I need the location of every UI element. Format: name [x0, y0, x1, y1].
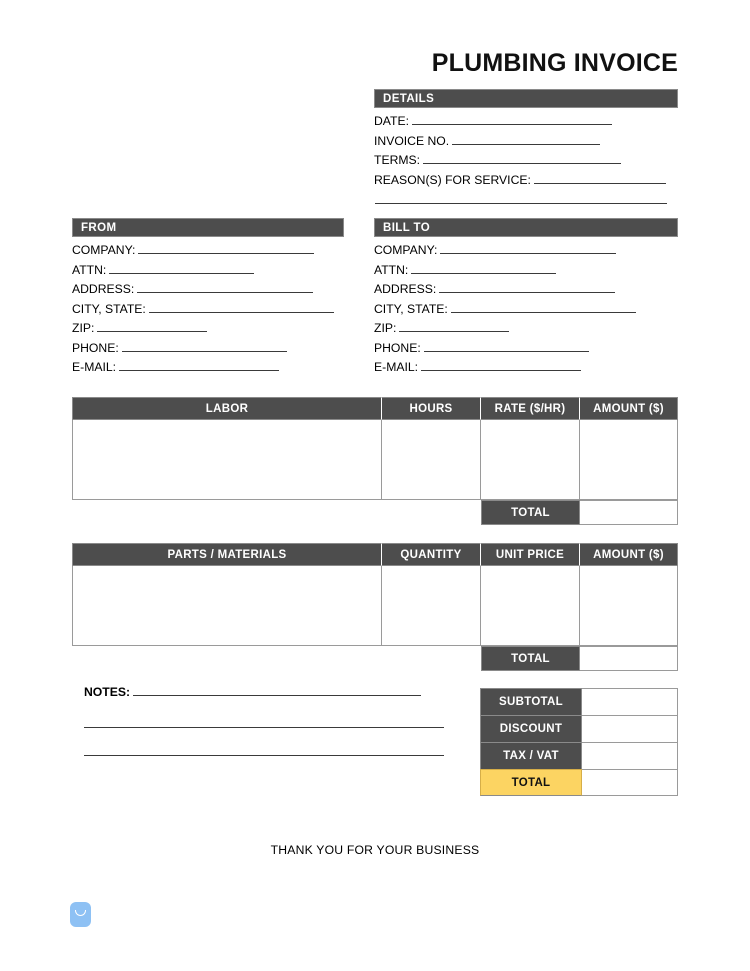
field-reason-for-service[interactable]: [374, 171, 678, 191]
totals-label-total: TOTAL: [480, 769, 582, 796]
from-zip-label: ZIP:: [72, 321, 95, 335]
labor-col-header-hours: HOURS: [382, 397, 481, 420]
field-invoice-no[interactable]: [374, 132, 678, 152]
field-date[interactable]: [374, 112, 678, 132]
labor-table: [72, 397, 678, 525]
parts-table: [72, 543, 678, 671]
from-city-state[interactable]: [72, 300, 344, 320]
from-attn[interactable]: [72, 261, 344, 281]
parts-total-label: TOTAL: [481, 646, 580, 671]
details-section-header: DETAILS: [374, 89, 678, 108]
parts-col-header-quantity: QUANTITY: [382, 543, 481, 566]
field-date-input[interactable]: [412, 113, 612, 125]
from-section: [72, 218, 344, 378]
bill-to-fields: [374, 237, 678, 378]
labor-table-total-row: [72, 500, 678, 525]
labor-total-spacer-hours: [382, 500, 481, 525]
bill-to-attn-label: ATTN:: [374, 262, 409, 277]
bill-to-company[interactable]: [374, 241, 678, 261]
from-address-label: ADDRESS:: [72, 282, 135, 296]
totals-row-tax-vat: [480, 742, 678, 769]
from-attn-input[interactable]: [109, 262, 254, 274]
field-invoice-no-input[interactable]: [452, 133, 600, 145]
parts-total-spacer-qty: [382, 646, 481, 671]
labor-table-row: [72, 420, 678, 500]
parts-table-total-row: [72, 646, 678, 671]
bill-to-address[interactable]: [374, 280, 678, 300]
labor-total-label: TOTAL: [481, 500, 580, 525]
totals-label-discount: DISCOUNT: [480, 715, 582, 742]
bill-to-zip-input[interactable]: [399, 320, 509, 332]
parts-col-header-unit-price: UNIT PRICE: [481, 543, 580, 566]
totals-row-total: [480, 769, 678, 796]
from-city-state-input[interactable]: [149, 301, 334, 313]
labor-cell-rate[interactable]: [481, 420, 580, 500]
bill-to-phone-input[interactable]: [424, 340, 589, 352]
from-city-state-label: CITY, STATE:: [72, 301, 146, 316]
labor-total-spacer-desc: [72, 500, 382, 525]
notes-input-line-3[interactable]: [84, 728, 444, 756]
page-title: PLUMBING INVOICE: [431, 49, 678, 77]
field-invoice-no-label: INVOICE NO.: [374, 133, 450, 148]
bill-to-attn[interactable]: [374, 261, 678, 281]
from-company-label: COMPANY:: [72, 243, 136, 257]
parts-col-header-amount: AMOUNT ($): [580, 543, 678, 566]
from-email-input[interactable]: [119, 359, 279, 371]
labor-col-header-rate: RATE ($/HR): [481, 397, 580, 420]
totals-value-total[interactable]: [582, 769, 678, 796]
details-fields: [374, 108, 678, 204]
from-email-label: E-MAIL:: [72, 360, 117, 374]
from-company-input[interactable]: [138, 242, 314, 254]
totals-value-subtotal[interactable]: [582, 688, 678, 715]
notes-input-line-1[interactable]: [133, 684, 421, 696]
field-terms-label: TERMS:: [374, 153, 421, 167]
bill-to-zip-label: ZIP:: [374, 321, 397, 335]
from-section-header: FROM: [72, 218, 344, 237]
bill-to-phone[interactable]: [374, 339, 678, 359]
field-reason-for-service-label: REASON(S) FOR SERVICE:: [374, 172, 531, 187]
bill-to-attn-input[interactable]: [411, 262, 556, 274]
details-section: [374, 89, 678, 204]
from-phone-label: PHONE:: [72, 340, 119, 355]
labor-cell-description[interactable]: [72, 420, 382, 500]
notes-input-line-2[interactable]: [84, 700, 444, 728]
field-reason-for-service-input-line2[interactable]: [375, 190, 667, 204]
notes-first-line[interactable]: [84, 684, 444, 700]
from-zip[interactable]: [72, 319, 344, 339]
thank-you-message: THANK YOU FOR YOUR BUSINESS: [270, 843, 480, 857]
totals-row-subtotal: [480, 688, 678, 715]
parts-cell-unit-price[interactable]: [481, 566, 580, 646]
bill-to-zip[interactable]: [374, 319, 678, 339]
bill-to-section-header: BILL TO: [374, 218, 678, 237]
notes-section: [84, 684, 444, 756]
bill-to-address-label: ADDRESS:: [374, 282, 437, 296]
field-date-label: DATE:: [374, 114, 409, 128]
labor-total-value[interactable]: [580, 500, 678, 525]
parts-cell-description[interactable]: [72, 566, 382, 646]
parts-cell-quantity[interactable]: [382, 566, 481, 646]
bill-to-email-input[interactable]: [421, 359, 581, 371]
bill-to-company-label: COMPANY:: [374, 243, 438, 257]
parts-cell-amount[interactable]: [580, 566, 678, 646]
totals-row-discount: [480, 715, 678, 742]
from-attn-label: ATTN:: [72, 262, 107, 277]
parts-table-row: [72, 566, 678, 646]
smile-logo-icon: [70, 902, 91, 927]
from-phone[interactable]: [72, 339, 344, 359]
labor-col-header-amount: AMOUNT ($): [580, 397, 678, 420]
from-phone-input[interactable]: [122, 340, 287, 352]
bill-to-city-state[interactable]: [374, 300, 678, 320]
bill-to-address-input[interactable]: [439, 281, 615, 293]
from-address-input[interactable]: [137, 281, 313, 293]
bill-to-company-input[interactable]: [440, 242, 616, 254]
totals-label-subtotal: SUBTOTAL: [480, 688, 582, 715]
parts-total-value[interactable]: [580, 646, 678, 671]
field-reason-for-service-input[interactable]: [534, 172, 666, 184]
bill-to-phone-label: PHONE:: [374, 340, 421, 355]
bill-to-email[interactable]: [374, 358, 678, 378]
field-terms-input[interactable]: [423, 152, 621, 164]
parts-total-spacer-desc: [72, 646, 382, 671]
bill-to-section: [374, 218, 678, 378]
totals-value-tax-vat[interactable]: [582, 742, 678, 769]
totals-value-discount[interactable]: [582, 715, 678, 742]
totals-label-tax-vat: TAX / VAT: [480, 742, 582, 769]
bill-to-city-state-label: CITY, STATE:: [374, 301, 448, 316]
labor-table-header-row: [72, 397, 678, 420]
labor-col-header-labor: LABOR: [72, 397, 382, 420]
bill-to-city-state-input[interactable]: [451, 301, 636, 313]
from-zip-input[interactable]: [97, 320, 207, 332]
from-address[interactable]: [72, 280, 344, 300]
field-terms[interactable]: [374, 151, 678, 171]
bill-to-email-label: E-MAIL:: [374, 360, 419, 374]
from-fields: [72, 237, 344, 378]
labor-cell-hours[interactable]: [382, 420, 481, 500]
smile-logo-arc: [75, 910, 86, 916]
from-company[interactable]: [72, 241, 344, 261]
parts-col-header-parts: PARTS / MATERIALS: [72, 543, 382, 566]
parts-table-header-row: [72, 543, 678, 566]
totals-summary: [480, 688, 678, 796]
from-email[interactable]: [72, 358, 344, 378]
labor-cell-amount[interactable]: [580, 420, 678, 500]
notes-label: NOTES:: [84, 685, 131, 699]
